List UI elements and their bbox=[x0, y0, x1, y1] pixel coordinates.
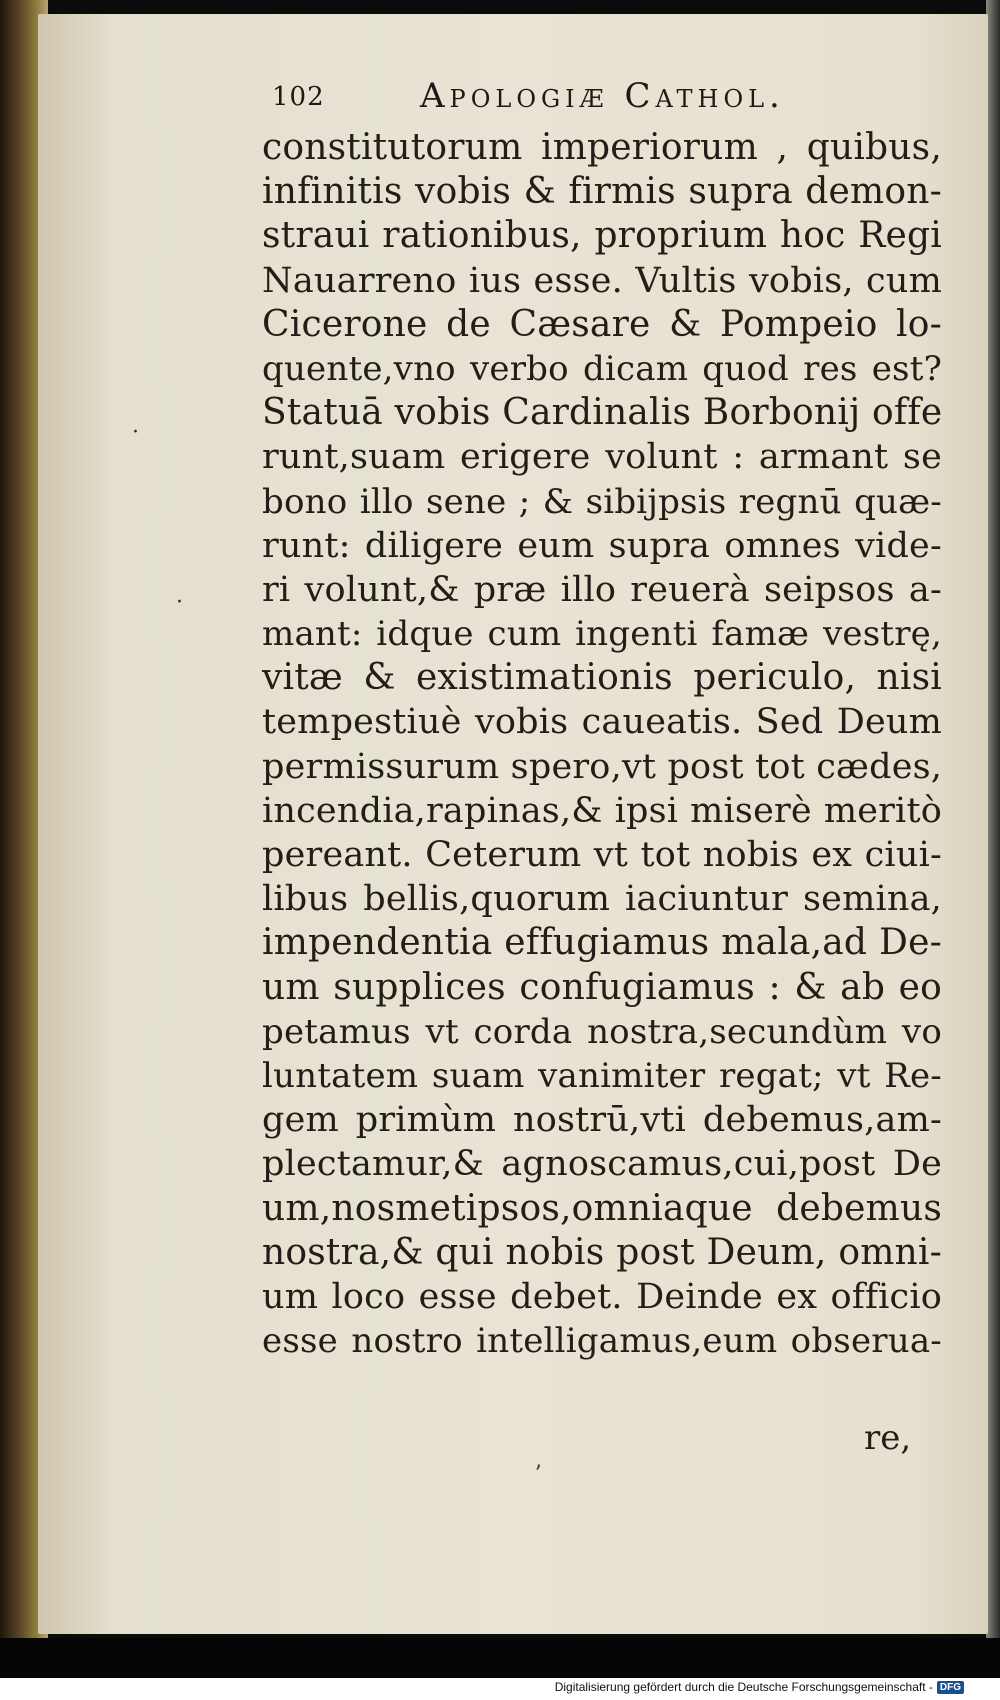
text-line: plectamur,& agnoscamus,cui,post De bbox=[262, 1144, 942, 1185]
page-number: 102 bbox=[272, 82, 325, 112]
text-line: runt: diligere eum supra omnes vide- bbox=[262, 525, 942, 566]
text-line: incendia,rapinas,& ipsi miserè meritò bbox=[262, 790, 942, 831]
text-line: ri volunt,& præ illo reuerà seipsos a- bbox=[262, 569, 942, 610]
text-line: Statuā vobis Cardinalis Borbonij offe bbox=[262, 392, 943, 434]
page-header bbox=[272, 76, 922, 126]
text-line: Cicerone de Cæsare & Pompeio lo- bbox=[262, 303, 942, 345]
text-line: impendentia effugiamus mala,ad De- bbox=[262, 922, 942, 964]
text-line: nostra,& qui nobis post Deum, omni- bbox=[262, 1231, 942, 1273]
text-line: petamus vt corda nostra,secundùm vo bbox=[262, 1011, 942, 1052]
credit-text: Digitalisierung gefördert durch die Deutsche Forschungsgemeinschaft - bbox=[554, 1680, 933, 1694]
text-line: bono illo sene ; & sibijpsis regnū quæ- bbox=[262, 481, 942, 522]
stray-mark: · bbox=[132, 420, 139, 445]
text-line: quente,vno verbo dicam quod res est? bbox=[262, 348, 942, 389]
text-line: libus bellis,quorum iaciuntur semina, bbox=[262, 879, 942, 920]
text-line: infinitis vobis & firmis supra demon- bbox=[262, 171, 942, 213]
running-head: Apologiæ Cathol. bbox=[420, 76, 785, 116]
text-line: gem primùm nostrū,vti debemus,am- bbox=[262, 1100, 942, 1141]
stray-mark: · bbox=[176, 590, 183, 615]
text-line: esse nostro intelligamus,eum obserua- bbox=[262, 1321, 942, 1362]
text-line: um,nosmetipsos,omniaque debemus bbox=[262, 1187, 942, 1229]
body-text bbox=[262, 126, 942, 1363]
text-line: um loco esse debet. Deinde ex officio bbox=[262, 1276, 942, 1317]
text-line: pereant. Ceterum vt tot nobis ex ciui- bbox=[262, 835, 942, 875]
text-line: constitutorum imperiorum , quibus, bbox=[262, 127, 942, 168]
text-line: vitæ & existimationis periculo, nisi bbox=[262, 657, 942, 699]
text-line: straui rationibus, proprium hoc Regi bbox=[262, 215, 942, 257]
text-line: luntatem suam vanimiter regat; vt Re- bbox=[262, 1055, 942, 1096]
text-line: runt,suam erigere volunt : armant se bbox=[262, 437, 942, 478]
text-line: mant: idque cum ingenti famæ vestrę, bbox=[262, 614, 942, 655]
catchword: re, bbox=[864, 1418, 912, 1458]
digitization-credit bbox=[551, 1678, 968, 1696]
scan-bottom-band bbox=[0, 1638, 1000, 1678]
text-line: permissurum spero,vt post tot cædes, bbox=[262, 746, 943, 787]
scan-right-edge bbox=[986, 0, 1000, 1640]
stray-mark: ʼ bbox=[534, 1462, 541, 1487]
dfg-logo: DFG bbox=[937, 1681, 964, 1694]
text-line: um supplices confugiamus : & ab eo bbox=[262, 966, 942, 1008]
text-line: tempestiuè vobis caueatis. Sed Deum bbox=[262, 702, 942, 743]
text-line: Nauarreno ius esse. Vultis vobis, cum bbox=[262, 260, 942, 301]
